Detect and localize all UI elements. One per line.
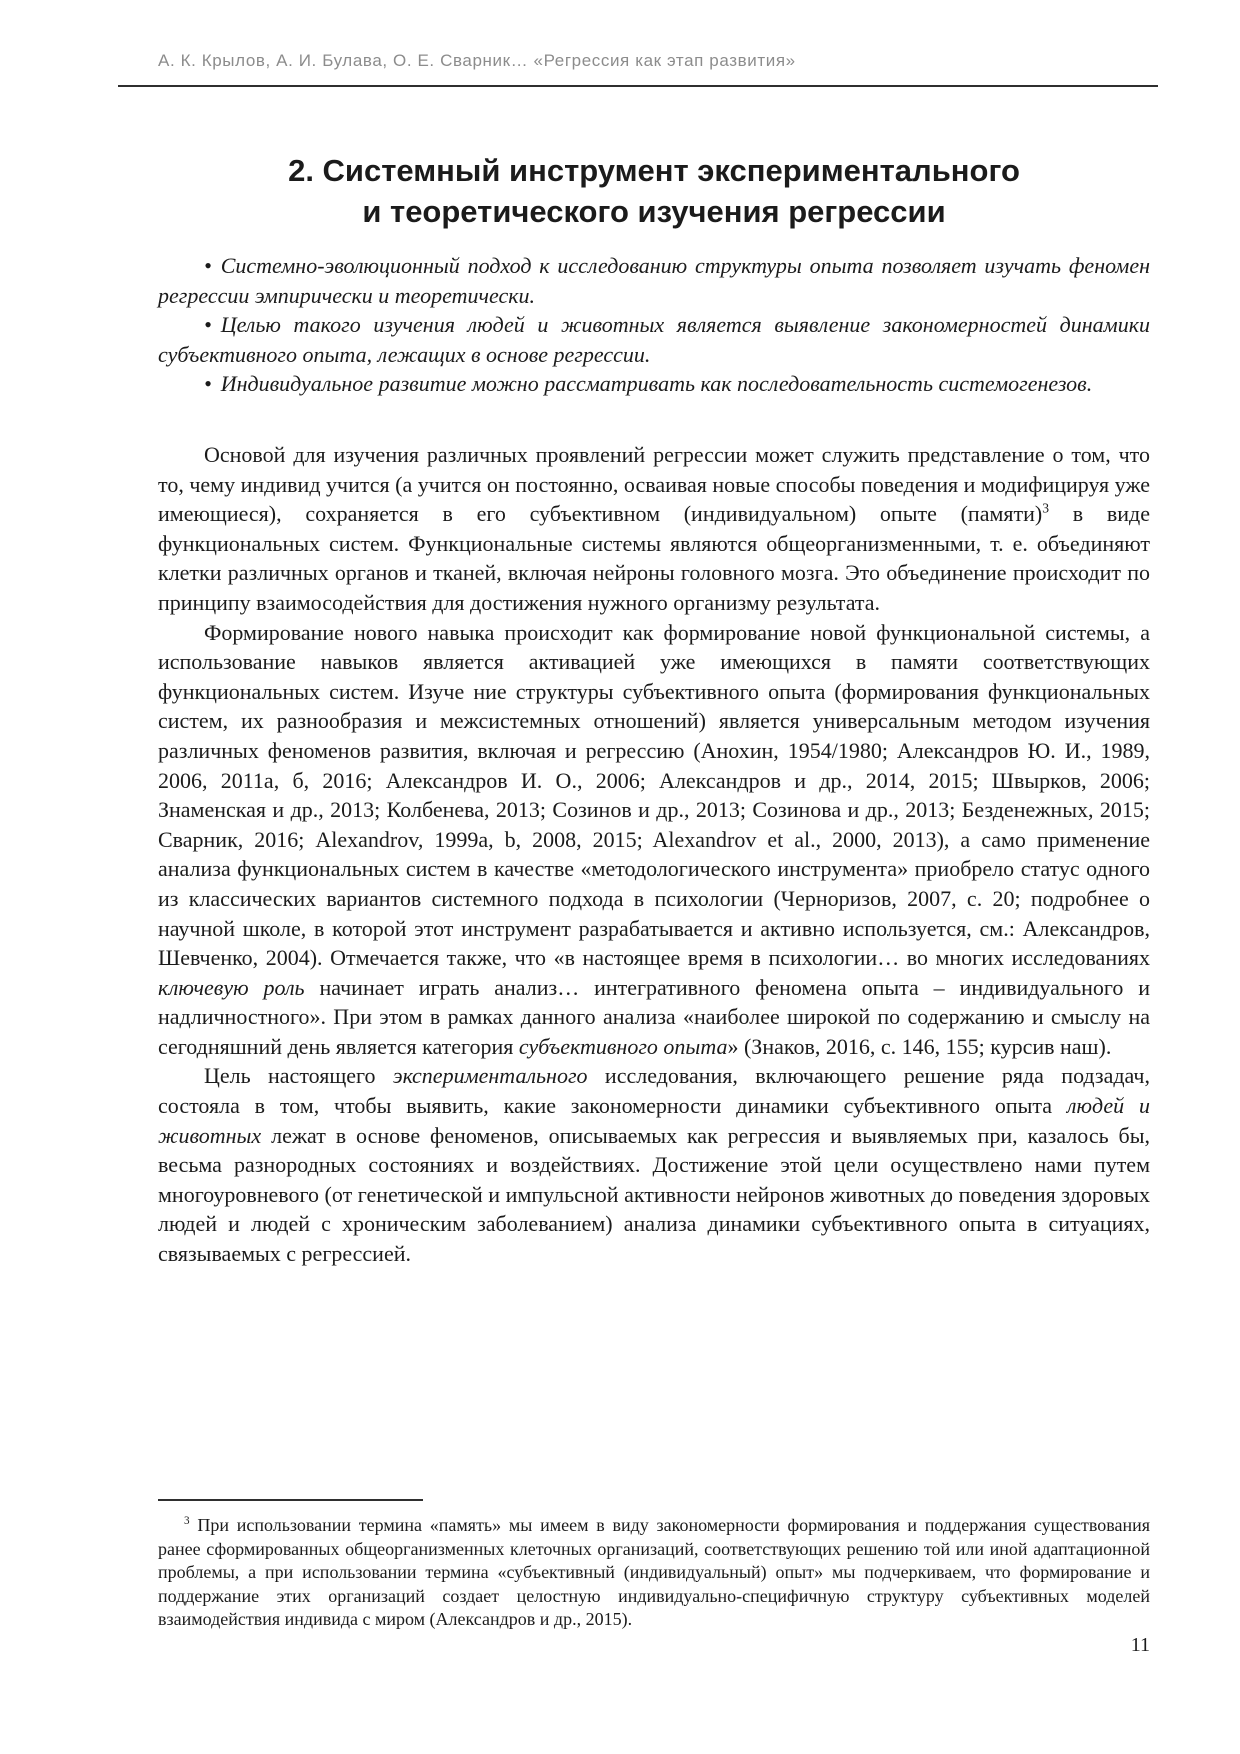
text-run: начинает играть анализ… интегративного феномена опыта – индивидуального и надличностного». При этом в рамках данного анализа «наиболее широкой по содержанию и смыслу на сегодняшний день является категория (158, 974, 1150, 1059)
section-title (158, 150, 1150, 232)
bullet-icon: • (204, 253, 212, 278)
text-run: Цель настоящего (204, 1063, 393, 1089)
body-paragraph-2 (158, 618, 1150, 1062)
footnote (158, 1514, 1150, 1632)
abstract-bullet-2 (158, 310, 1150, 369)
superscript: 3 (1042, 500, 1050, 516)
text-run: в виде функциональных систем. Функциональные системы являются общеорганизменными, т. е. объединяют клетки различных органов и тканей, включая нейроны головного мозга. Это объединение происходит по принципу взаимосодействия для достижения нужного организму результата. (158, 501, 1150, 615)
italic-text: людей и животных (158, 1093, 1150, 1148)
body-paragraph-1 (158, 440, 1150, 618)
italic-text: субъективного опыта (518, 1033, 728, 1059)
text-run: лежат в основе феноменов, описываемых как регрессия и выявляемых при, казалось бы, весьма разнородных состояниях и воздействиях. Достижение этой цели осуществлено нами путем многоуровневого (от генетической и импульсной активности нейронов животных до поведения здоровых людей и людей с хроническим заболеванием) анализа динамики субъективного опыта в ситуациях, связываемых с регрессией. (158, 1122, 1150, 1267)
text-run: Основой для изучения различных проявлений регрессии может служить представление о том, что то, чему индивид учится (а учится он постоянно, осваивая новые способы поведения и модифицируя уже имеющиеся), сохраняется в его субъективном (индивидуальном) опыте (памяти) (158, 442, 1150, 527)
bullet-icon: • (204, 312, 212, 337)
footnote-separator (158, 1499, 423, 1501)
abstract-bullets (158, 251, 1150, 399)
text-run: » (Знаков, 2016, с. 146, 155; курсив наш). (727, 1033, 1112, 1059)
text-run: исследования, включающего решение ряда подзадач, состояла в том, чтобы выявить, какие закономерности динамики субъективного опыта (158, 1063, 1150, 1119)
abstract-bullet-3 (158, 369, 1150, 399)
bullet-icon: • (204, 371, 212, 396)
abstract-bullet-text: Индивидуальное развитие можно рассматривать как последовательность системогенезов. (220, 371, 1093, 396)
text-run: При использовании термина «память» мы имеем в виду закономерности формирования и поддержания существования ранее сформированных общеорганизменных клеточных организаций, соответствующих решению той или иной адаптационной проблемы, а при использовании термина «субъективный (индивидуальный) опыт» мы подчеркиваем, что формирование и поддержание этих организаций создает целостную индивидуально-специфичную структуру субъективных моделей взаимодействия индивида с миром (Александров и др., 2015). (158, 1515, 1150, 1629)
header-rule (118, 85, 1158, 87)
superscript: 3 (184, 1515, 190, 1527)
body-paragraph-3 (158, 1061, 1150, 1268)
italic-text: ключевую роль (158, 974, 305, 1000)
body-text (158, 440, 1150, 1269)
italic-text: экспериментального (392, 1063, 588, 1089)
text-run: Формирование нового навыка происходит как формирование новой функциональной системы, а использование навыков является активацией уже имеющихся в памяти соответствующих функциональных систем. Изуче ние структуры субъективного опыта (формирования функциональных систем, их разнообразия и межсистемных отношений) является универсальным методом изучения различных феноменов развития, включая и регрессию (Анохин, 1954/1980; Александров Ю. И., 1989, 2006, 2011а, б, 2016; Александров И. О., 2006; Александров и др., 2014, 2015; Швырков, 2006; Знаменская и др., 2013; Колбенева, 2013; Созинов и др., 2013; Созинова и др., 2013; Безденежных, 2015; Сварник, 2016; Alexandrov, 1999a, b, 2008, 2015; Alexandrov et al., 2000, 2013), а само применение анализа функциональных систем в качестве «методологического инструмента» приобрело статус одного из классических вариантов системного подхода в психологии (Черноризов, 2007, с. 20; подробнее о научной школе, в которой этот инструмент разрабатывается и активно используется, см.: Александров, Шевченко, 2004). Отмечается также, что «в настоящее время в психологии… во многих исследованиях (158, 619, 1150, 971)
section-title-line-1: 2. Системный инструмент экспериментального (288, 153, 1020, 188)
abstract-bullet-text: Целью такого изучения людей и животных является выявление закономерностей динамики субъективного опыта, лежащих в основе регрессии. (158, 312, 1150, 367)
page-number: 11 (1130, 1634, 1150, 1656)
section-title-line-2: и теоретического изучения регрессии (362, 194, 946, 229)
running-header: А. К. Крылов, А. И. Булава, О. Е. Сварник… «Регрессия как этап развития» (158, 51, 796, 70)
abstract-bullet-1 (158, 251, 1150, 310)
abstract-bullet-text: Системно-эволюционный подход к исследованию структуры опыта позволяет изучать феномен регрессии эмпирически и теоретически. (158, 253, 1150, 308)
